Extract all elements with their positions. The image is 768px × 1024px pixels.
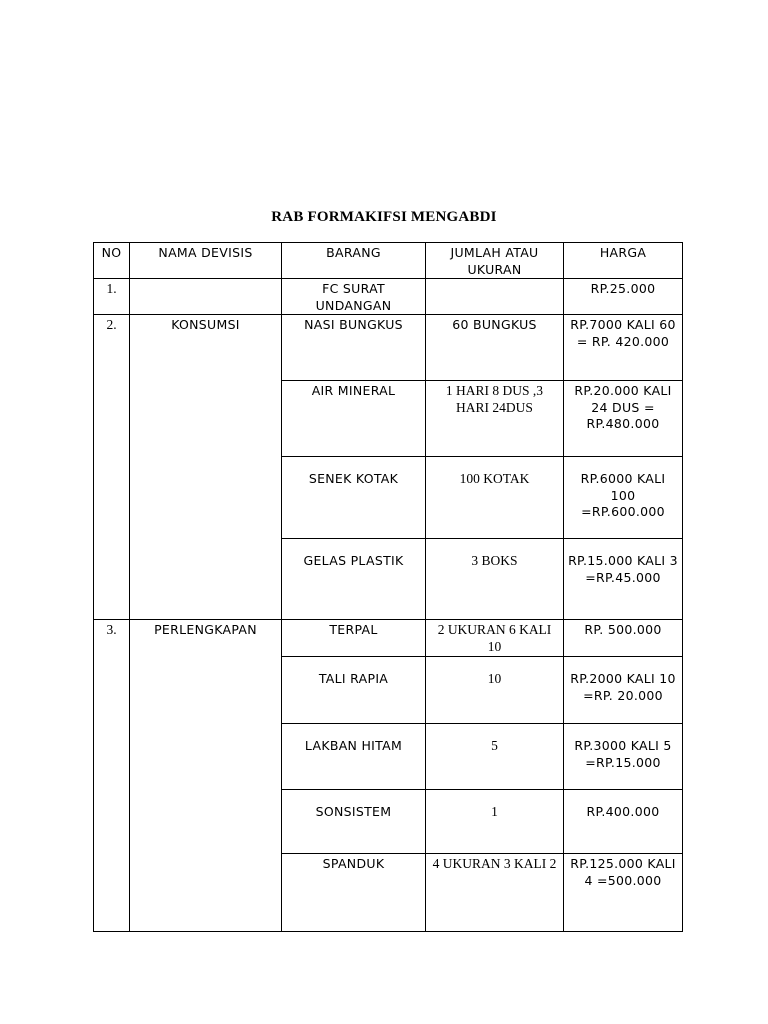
row-barang: TERPAL xyxy=(282,620,426,657)
row-barang: SONSISTEM xyxy=(282,790,426,854)
row-jumlah: 4 UKURAN 3 KALI 2 xyxy=(426,854,564,932)
row-barang: GELAS PLASTIK xyxy=(282,539,426,620)
row-jumlah: 100 KOTAK xyxy=(426,457,564,539)
row-harga: RP.2000 KALI 10 =RP. 20.000 xyxy=(564,657,683,724)
row-jumlah: 3 BOKS xyxy=(426,539,564,620)
row-harga: RP.3000 KALI 5 =RP.15.000 xyxy=(564,724,683,790)
row-jumlah: 1 HARI 8 DUS ,3 HARI 24DUS xyxy=(426,381,564,457)
row-barang: AIR MINERAL xyxy=(282,381,426,457)
row-harga: RP.400.000 xyxy=(564,790,683,854)
row-barang: NASI BUNGKUS xyxy=(282,315,426,381)
row-barang: TALI RAPIA xyxy=(282,657,426,724)
row-nama-devisis: PERLENGKAPAN xyxy=(130,620,282,932)
row-harga: RP.6000 KALI 100 =RP.600.000 xyxy=(564,457,683,539)
row-no: 1. xyxy=(94,279,130,315)
budget-table xyxy=(93,242,683,932)
row-nama-devisis: KONSUMSI xyxy=(130,315,282,620)
row-jumlah xyxy=(426,279,564,315)
header-no: NO xyxy=(94,243,130,279)
row-barang: FC SURAT UNDANGAN xyxy=(282,279,426,315)
header-jumlah: JUMLAH ATAU UKURAN xyxy=(426,243,564,279)
header-barang: BARANG xyxy=(282,243,426,279)
row-harga: RP.25.000 xyxy=(564,279,683,315)
row-jumlah: 5 xyxy=(426,724,564,790)
row-barang: SENEK KOTAK xyxy=(282,457,426,539)
row-harga: RP.7000 KALI 60 = RP. 420.000 xyxy=(564,315,683,381)
row-harga: RP.125.000 KALI 4 =500.000 xyxy=(564,854,683,932)
row-no: 3. xyxy=(94,620,130,932)
row-nama-devisis xyxy=(130,279,282,315)
header-harga: HARGA xyxy=(564,243,683,279)
row-jumlah: 1 xyxy=(426,790,564,854)
row-no: 2. xyxy=(94,315,130,620)
row-jumlah: 10 xyxy=(426,657,564,724)
table-row xyxy=(94,620,683,657)
row-jumlah: 2 UKURAN 6 KALI 10 xyxy=(426,620,564,657)
table-row xyxy=(94,279,683,315)
document-title: RAB FORMAKIFSI MENGABDI xyxy=(271,209,497,225)
row-jumlah: 60 BUNGKUS xyxy=(426,315,564,381)
table-row xyxy=(94,315,683,381)
row-barang: SPANDUK xyxy=(282,854,426,932)
row-harga: RP.15.000 KALI 3 =RP.45.000 xyxy=(564,539,683,620)
row-harga: RP. 500.000 xyxy=(564,620,683,657)
header-nama-devisis: NAMA DEVISIS xyxy=(130,243,282,279)
row-harga: RP.20.000 KALI 24 DUS = RP.480.000 xyxy=(564,381,683,457)
row-barang: LAKBAN HITAM xyxy=(282,724,426,790)
table-header-row xyxy=(94,243,683,279)
